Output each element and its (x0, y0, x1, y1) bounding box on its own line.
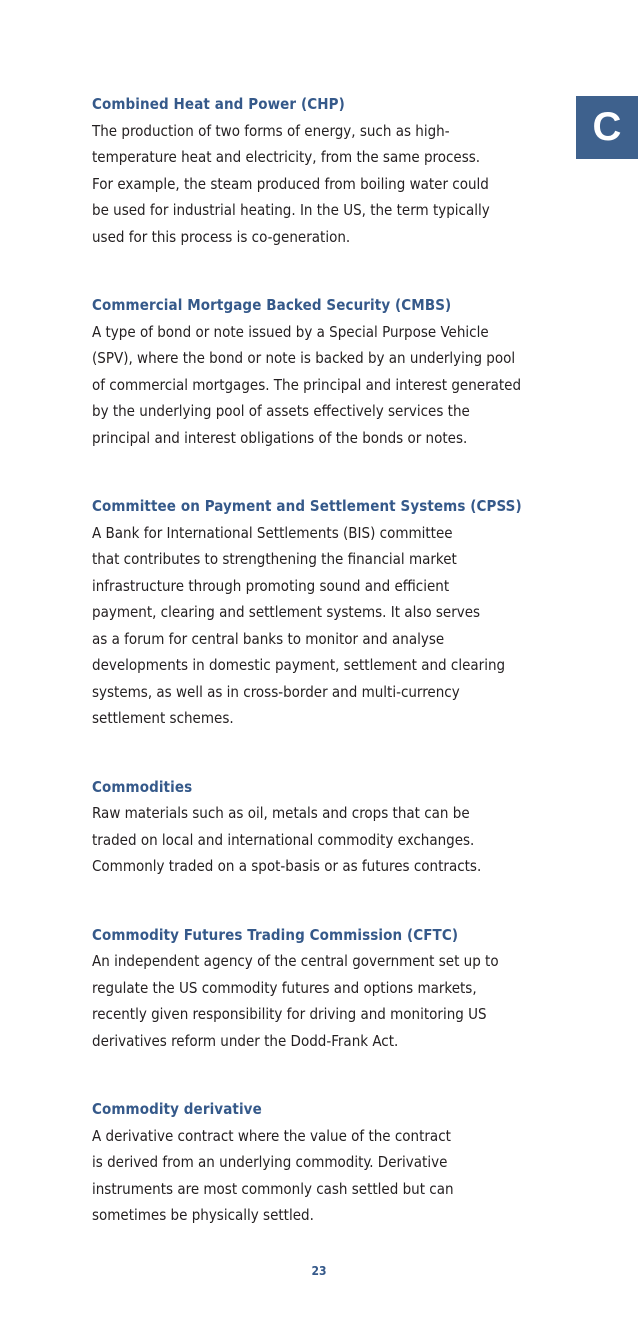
glossary-entry-cmbs (92, 292, 562, 451)
entry-spacer (92, 250, 562, 292)
glossary-entry-cpss (92, 493, 562, 732)
glossary-term: Commercial Mortgage Backed Security (CMBS) (92, 296, 452, 314)
glossary-term: Combined Heat and Power (CHP) (92, 95, 345, 113)
glossary-entry-cftc (92, 922, 562, 1055)
glossary-definition: A type of bond or note issued by a Special Purpose Vehicle (SPV), where the bond or note is backed by an underlying pool of commercial mortgages. The principal and interest generated by the underlying pool of assets effectively services the principal and interest obligations of the bonds or notes. (92, 322, 522, 447)
glossary-term: Commodities (92, 777, 193, 796)
entry-spacer (92, 732, 562, 774)
glossary-term: Commodity Futures Trading Commission (CFTC) (92, 925, 459, 944)
glossary-definition: Raw materials such as oil, metals and crops that can be traded on local and international commodity exchanges. Commonly traded on a spot-basis or as futures contracts. (92, 804, 482, 875)
glossary-term: Commodity derivative (92, 1100, 262, 1118)
glossary-term: Committee on Payment and Settlement Systems (CPSS) (92, 497, 522, 515)
entry-spacer (92, 451, 562, 493)
glossary-entry-commodities (92, 774, 562, 880)
page-number: 23 (311, 1264, 327, 1278)
glossary-definition: A derivative contract where the value of the contract is derived from an underlying commodity. Derivative instruments are most commonly cash settled but can sometimes be physically settled. (92, 1126, 454, 1224)
glossary-entry-chp (92, 91, 562, 250)
entry-spacer (92, 880, 562, 922)
glossary-definition: A Bank for International Settlements (BIS) committee that contributes to strengthening the financial market infrastructure through promoting sound and efficient payment, clearing and settlement systems. It also serves as a forum for central banks to monitor and analyse developments in domestic payment, settlement and clearing systems, as well as in cross-border and multi-currency settlement schemes. (92, 523, 506, 727)
glossary-definition: The production of two forms of energy, such as high- temperature heat and electricity, from the same process. For example, the steam produced from boiling water could be used for industrial heating. In the US, the term typically used for this process is co-generation. (92, 121, 490, 246)
glossary-entry-commodity-derivative (92, 1096, 562, 1229)
glossary-definition: An independent agency of the central government set up to regulate the US commodity futures and options markets, recently given responsibility for driving and monitoring US derivatives reform under the Dodd-Frank Act. (92, 952, 499, 1050)
entry-spacer (92, 1054, 562, 1096)
section-letter-tab: C (576, 96, 638, 159)
glossary-entries (92, 91, 562, 1229)
